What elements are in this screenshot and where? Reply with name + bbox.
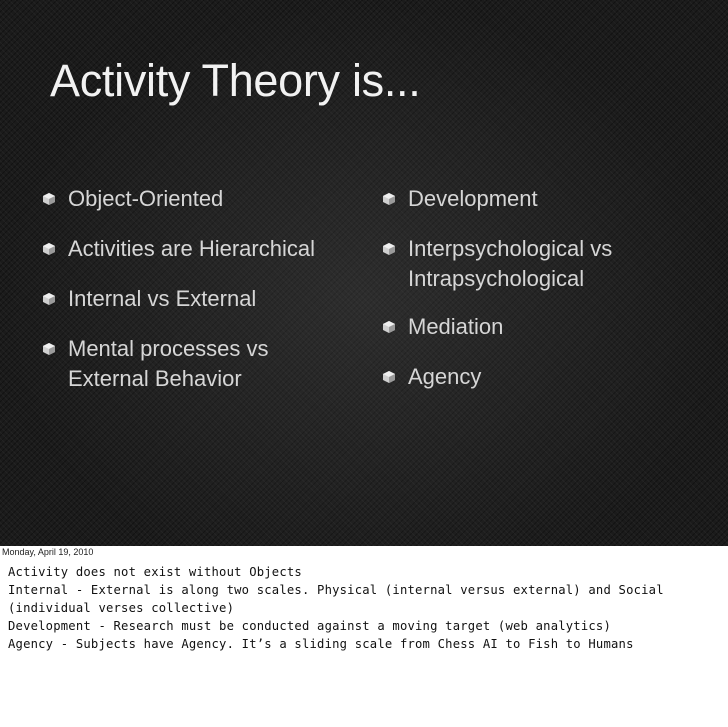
left-bullet-list (68, 184, 368, 394)
bullet-text: Development (408, 186, 538, 211)
note-line: Agency - Subjects have Agency. It’s a sliding scale from Chess AI to Fish to Humans (8, 637, 634, 651)
bullet-item (68, 184, 368, 214)
bullet-text: Mental processes vs External Behavior (68, 336, 269, 391)
speaker-notes (8, 563, 724, 653)
slide-date: Monday, April 19, 2010 (2, 547, 94, 557)
bullet-text: Activities are Hierarchical (68, 236, 315, 261)
cube-bullet-icon (383, 321, 395, 333)
bullet-text: Agency (408, 364, 482, 389)
bullet-text: Mediation (408, 314, 504, 339)
bullet-item (68, 284, 368, 314)
slide-title: Activity Theory is... (50, 55, 421, 106)
bullet-text: Internal vs External (68, 286, 257, 311)
note-line: Internal - External is along two scales. Physical (internal versus external) and Social (8, 583, 664, 597)
bullet-item (408, 234, 648, 294)
cube-bullet-icon (383, 193, 395, 205)
cube-bullet-icon (43, 193, 55, 205)
slide-footer (0, 546, 728, 562)
right-bullet-list (408, 184, 708, 392)
cube-bullet-icon (383, 243, 395, 255)
note-line: Activity does not exist without Objects (8, 565, 302, 579)
cube-bullet-icon (43, 243, 55, 255)
note-line: (individual verses collective) (8, 601, 235, 615)
bullet-item (408, 362, 708, 392)
bullet-item (408, 312, 708, 342)
bullet-text: Interpsychological vs Intrapsychological (408, 236, 613, 291)
bullet-text: Object-Oriented (68, 186, 224, 211)
note-line: Development - Research must be conducted against a moving target (web analytics) (8, 619, 611, 633)
cube-bullet-icon (43, 343, 55, 355)
bullet-item (408, 184, 708, 214)
bullet-item (68, 234, 368, 264)
cube-bullet-icon (383, 371, 395, 383)
cube-bullet-icon (43, 293, 55, 305)
bullet-item (68, 334, 308, 394)
